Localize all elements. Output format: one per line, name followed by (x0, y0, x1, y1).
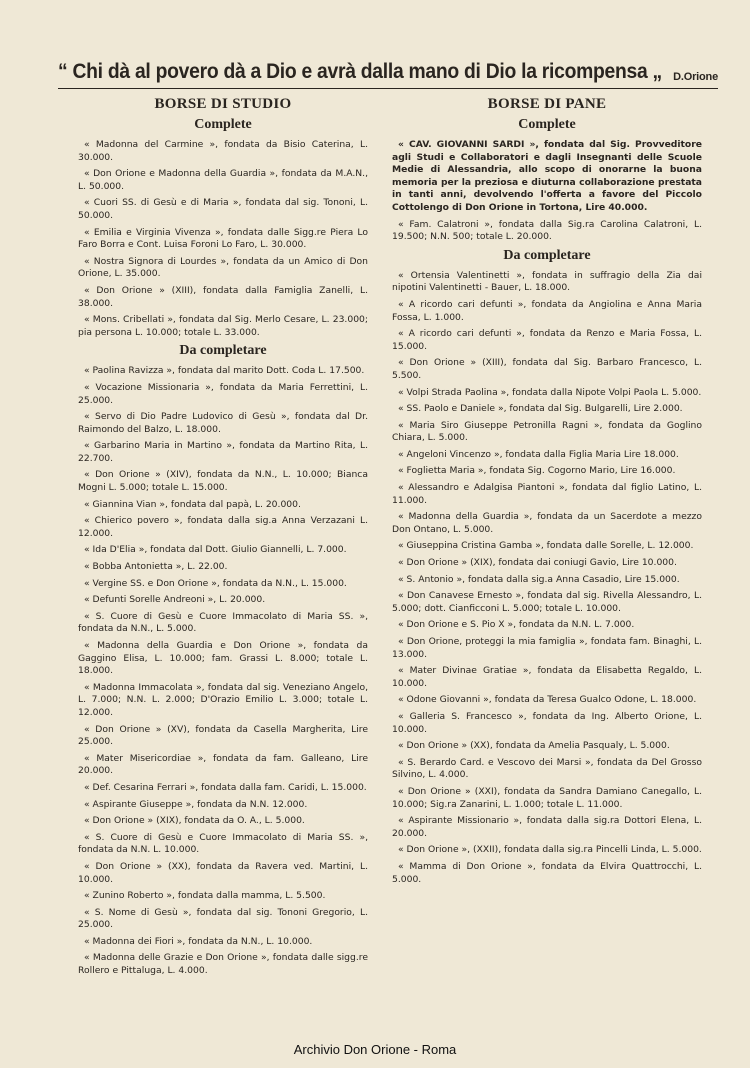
list-item: « S. Nome di Gesù », fondata dal sig. Tononi Gregorio, L. 25.000. (78, 906, 368, 931)
list-item: « Madonna delle Grazie e Don Orione », fondata dalle sigg.re Rollero e Pittaluga, L. 4.000. (78, 952, 368, 977)
list-item: « Don Orione », (XXII), fondata dalla sig.ra Pincelli Linda, L. 5.000. (398, 844, 702, 856)
motto-signature: D.Orione (673, 71, 718, 83)
list-item: « Madonna Immacolata », fondata dal sig. Veneziano Angelo, L. 7.000; N.N. L. 2.000; D'Orazio Emilio L. 3.000; totale L. 12.000. (78, 681, 368, 718)
list-item: « Giuseppina Cristina Gamba », fondata dalle Sorelle, L. 12.000. (398, 540, 694, 552)
left-complete-list (78, 139, 368, 339)
list-item: « Don Orione » (XIX), fondata dai coniugi Gavio, Lire 10.000. (398, 557, 677, 569)
section-title-borse-di-studio: BORSE DI STUDIO (154, 96, 292, 112)
list-item: « Emilia e Virginia Vivenza », fondata dalle Sigg.re Piera Lo Faro Borra e Cont. Luisa Foroni Lo Faro, L. 30.000. (78, 226, 368, 251)
list-item: « Don Orione » (XXI), fondata da Sandra Damiano Canegallo, L. 10.000; Sig.ra Zanarini, L. 1.000; totale L. 11.000. (392, 785, 702, 810)
list-item: « S. Antonio », fondata dalla sig.a Anna Casadio, Lire 15.000. (398, 573, 680, 585)
list-item: « Defunti Sorelle Andreoni », L. 20.000. (84, 594, 266, 606)
list-item: « Servo di Dio Padre Ludovico di Gesù », fondata dal Dr. Raimondo del Balzo, L. 18.000. (78, 411, 368, 435)
right-column (392, 96, 702, 890)
list-item: « Volpi Strada Paolina », fondata dalla Nipote Volpi Paola L. 5.000. (398, 386, 702, 398)
right-complete-list (392, 139, 702, 244)
list-item: « Foglietta Maria », fondata Sig. Cogorno Mario, Lire 16.000. (398, 465, 676, 477)
header-motto-line (58, 52, 718, 89)
list-item: « Mamma di Don Orione », fondata da Elvira Quattrocchi, L. 5.000. (392, 860, 702, 885)
list-item: « Fam. Calatroni », fondata dalla Sig.ra Carolina Calatroni, L. 19.500; N.N. 500; totale L. 20.000. (392, 218, 702, 243)
list-item: « Madonna dei Fiori », fondata da N.N., L. 10.000. (84, 935, 313, 947)
list-item: « Cuori SS. di Gesù e di Maria », fondata dal sig. Tononi, L. 50.000. (78, 197, 368, 221)
archive-footer: Archivio Don Orione - Roma (293, 1042, 457, 1057)
list-item: « A ricordo cari defunti », fondata da Angiolina e Anna Maria Fossa, L. 1.000. (392, 298, 702, 323)
list-item: « Mons. Cribellati », fondata dal Sig. Merlo Cesare, L. 23.000; pia persona L. 10.000; totale L. 33.000. (78, 314, 368, 338)
list-item: « A ricordo cari defunti », fondata da Renzo e Maria Fossa, L. 15.000. (392, 328, 702, 352)
list-item: « Garbarino Maria in Martino », fondata da Martino Rita, L. 22.700. (78, 440, 368, 464)
list-item: « Ida D'Elia », fondata dal Dott. Giulio Giannelli, L. 7.000. (84, 544, 347, 556)
list-item: « Def. Cesarina Ferrari », fondata dalla fam. Caridi, L. 15.000. (84, 781, 367, 793)
left-column (78, 96, 368, 982)
subsection-complete: Complete (194, 117, 252, 132)
list-item: « Don Orione » (XX), fondata da Ravera ved. Martini, L. 10.000. (78, 860, 368, 885)
list-item: « Don Orione e Madonna della Guardia », fondata da M.A.N., L. 50.000. (78, 168, 368, 192)
subsection-complete: Complete (518, 117, 576, 132)
list-item: « Ortensia Valentinetti », fondata in suffragio della Zia dai nipotini Valentinetti - Bauer, L. 18.000. (392, 269, 702, 294)
list-item: « Don Canavese Ernesto », fondata dal sig. Rivella Alessandro, L. 5.000; dott. Cianficconi L. 5.000; totale L. 10.000. (392, 590, 702, 614)
list-item: « Madonna della Guardia e Don Orione », fondata da Gaggino Elisa, L. 10.000; fam. Grassi L. 8.000; totale L. 18.000. (78, 640, 368, 677)
left-incomplete-list (78, 365, 368, 977)
list-item: « Don Orione » (XX), fondata da Amelia Pasqualy, L. 5.000. (398, 740, 670, 752)
list-item: « Odone Giovanni », fondata da Teresa Gualco Odone, L. 18.000. (398, 694, 697, 706)
list-item: « Aspirante Missionario », fondata dalla sig.ra Dottori Elena, L. 20.000. (392, 815, 702, 839)
list-item: « Don Orione » (XIII), fondata dalla Famiglia Zanelli, L. 38.000. (78, 284, 368, 309)
list-item: « Galleria S. Francesco », fondata da Ing. Alberto Orione, L. 10.000. (392, 710, 702, 735)
list-item: « Zunino Roberto », fondata dalla mamma, L. 5.500. (84, 890, 326, 902)
right-incomplete-list (392, 270, 702, 886)
list-item: « Don Orione » (XIV), fondata da N.N., L. 10.000; Bianca Mogni L. 5.000; totale L. 15.000. (78, 469, 368, 494)
list-item: « Chierico povero », fondata dalla sig.a Anna Verzazani L. 12.000. (78, 515, 368, 539)
list-item: « Madonna del Carmine », fondata da Bisio Caterina, L. 30.000. (78, 139, 368, 163)
list-item: « Madonna della Guardia », fondata da un Sacerdote a mezzo Don Ontano, L. 5.000. (392, 511, 702, 535)
list-item: « Don Orione e S. Pio X », fondata da N.N. L. 7.000. (398, 619, 635, 631)
list-item: « Aspirante Giuseppe », fondata da N.N. 12.000. (84, 798, 308, 810)
list-item: « S. Cuore di Gesù e Cuore Immacolato di Maria SS. », fondata da N.N. L. 10.000. (78, 831, 368, 856)
list-item: « Mater Divinae Gratiae », fondata da Elisabetta Regaldo, L. 10.000. (392, 665, 702, 689)
list-item: « S. Berardo Card. e Vescovo dei Marsi », fondata da Del Grosso Silvino, L. 4.000. (392, 756, 702, 781)
list-item: « Don Orione » (XIII), fondata dal Sig. Barbaro Francesco, L. 5.500. (392, 357, 702, 381)
list-item: « Nostra Signora di Lourdes », fondata da un Amico di Don Orione, L. 35.000. (78, 255, 368, 280)
list-item: « Don Orione, proteggi la mia famiglia », fondata fam. Binaghi, L. 13.000. (392, 636, 702, 660)
list-item: « Angeloni Vincenzo », fondata dalla Figlia Maria Lire 18.000. (398, 448, 679, 460)
list-item: « Paolina Ravizza », fondata dal marito Dott. Coda L. 17.500. (84, 365, 365, 377)
list-item: « Mater Misericordiae », fondata da fam. Galleano, Lire 20.000. (78, 752, 368, 777)
list-item: « Bobba Antonietta », L. 22.00. (84, 561, 228, 573)
motto-text: “ Chi dà al povero dà a Dio e avrà dalla mano di Dio la ricompensa „ (58, 60, 662, 83)
list-item: « Don Orione » (XIX), fondata da O. A., L. 5.000. (84, 815, 305, 827)
list-item: « S. Cuore di Gesù e Cuore Immacolato di Maria SS. », fondata da N.N., L. 5.000. (78, 610, 368, 635)
subsection-da-completare: Da completare (503, 247, 591, 263)
list-item: « Alessandro e Adalgisa Piantoni », fondata dal figlio Latino, L. 11.000. (392, 482, 702, 506)
list-item: « Vergine SS. e Don Orione », fondata da N.N., L. 15.000. (84, 577, 347, 589)
list-item: « Maria Siro Giuseppe Petronilla Ragni », fondata da Goglino Chiara, L. 5.000. (392, 419, 702, 444)
list-item: « CAV. GIOVANNI SARDI », fondata dal Sig. Provveditore agli Studi e Collaboratori e dagli Insegnanti delle Scuole Medie di Alessandria, allo scopo di onorarne la buona memoria per la preziosa e diuturna collaborazione prestata in tanti anni, devolvendo l'offerta a favore del Piccolo Cottolengo di Don Orione in Tortona, Lire 40.000. (392, 139, 702, 213)
list-item: « Vocazione Missionaria », fondata da Maria Ferrettini, L. 25.000. (78, 381, 368, 406)
subsection-da-completare: Da completare (179, 343, 267, 359)
list-item: « Don Orione » (XV), fondata da Casella Margherita, Lire 25.000. (78, 723, 368, 748)
list-item: « Giannina Vian », fondata dal papà, L. 20.000. (84, 498, 301, 510)
section-title-borse-di-pane: BORSE DI PANE (487, 96, 607, 112)
list-item: « SS. Paolo e Daniele », fondata dal Sig. Bulgarelli, Lire 2.000. (398, 403, 683, 415)
